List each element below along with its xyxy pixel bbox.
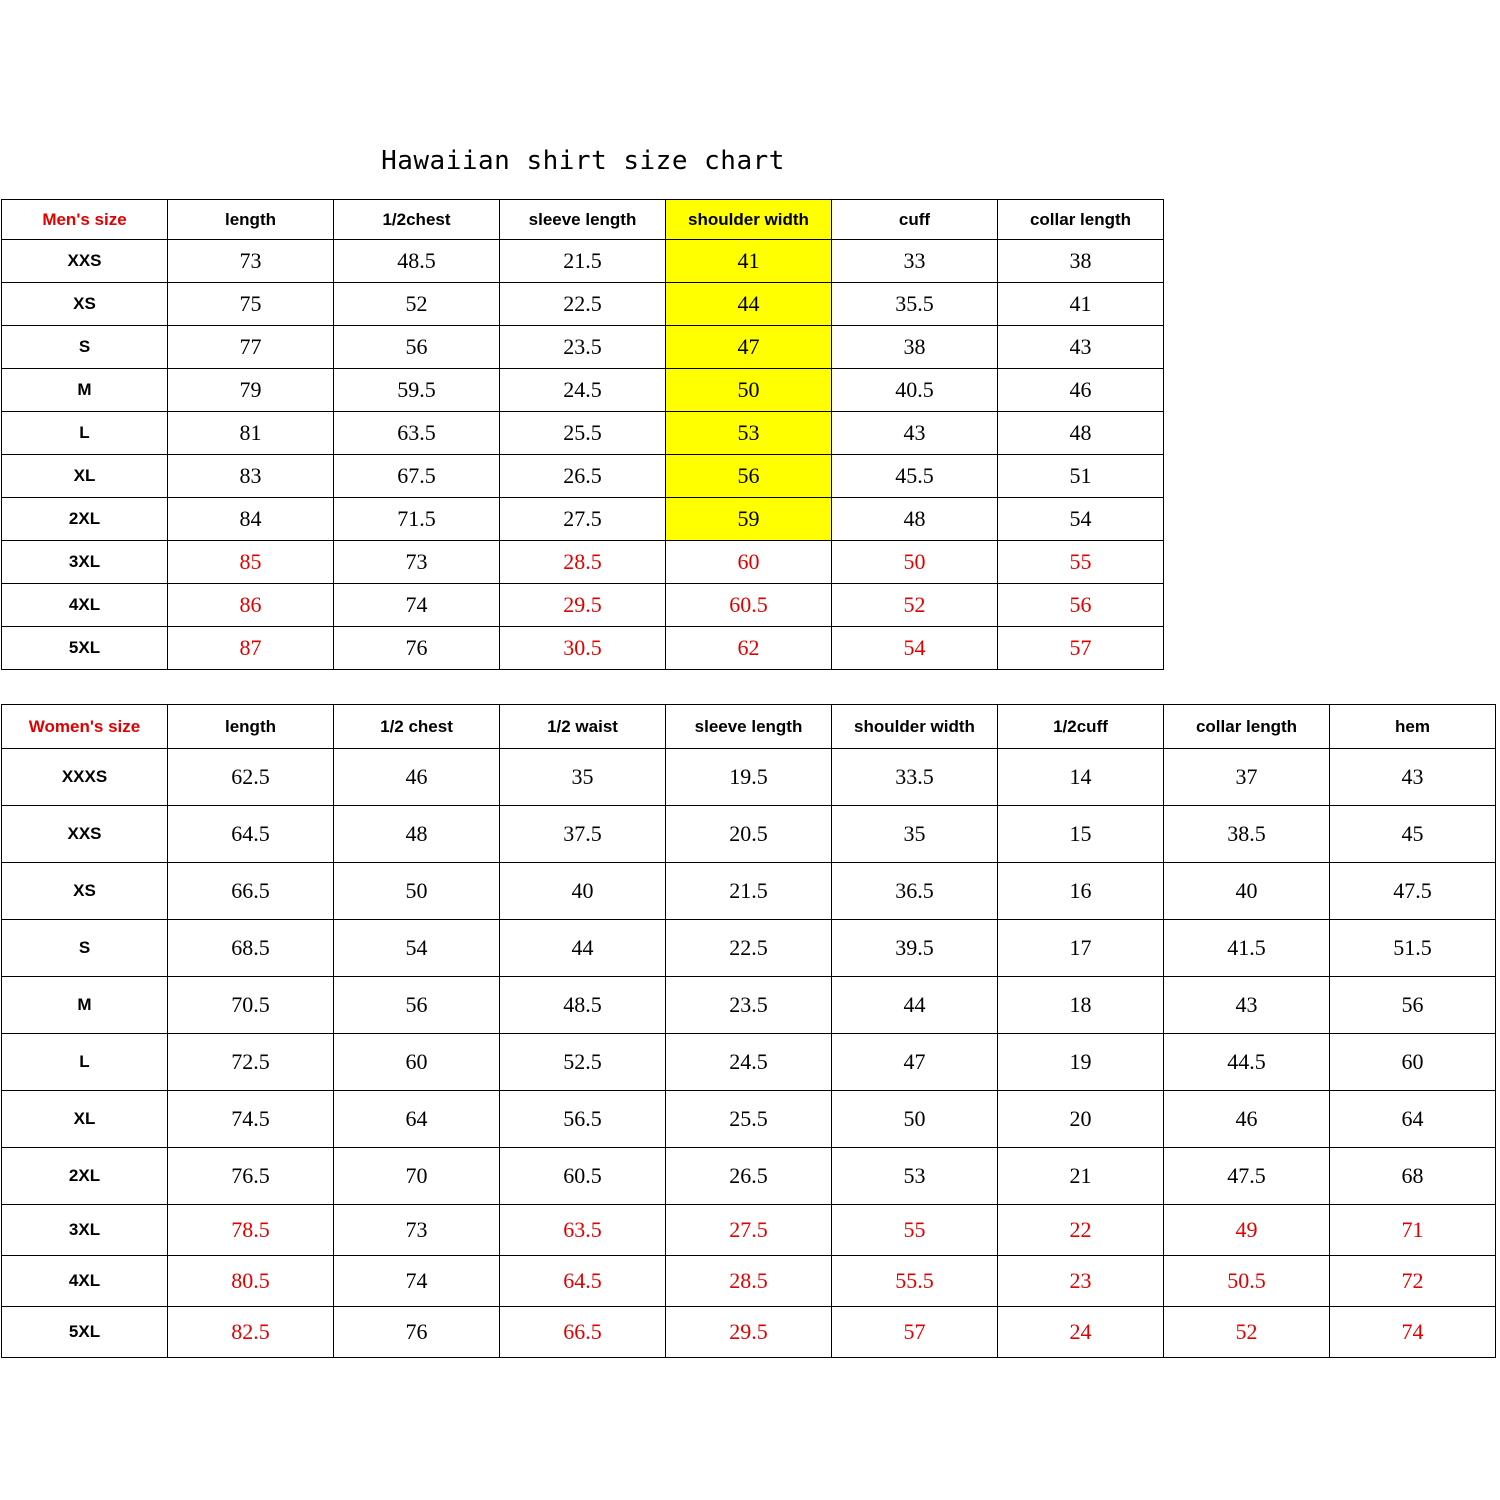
table-row — [2, 412, 1164, 455]
table-cell: 22.5 — [666, 920, 832, 977]
table-cell: 80.5 — [168, 1256, 334, 1307]
table-row — [2, 749, 1496, 806]
table-cell: 64 — [1330, 1091, 1496, 1148]
table-cell: 60 — [666, 541, 832, 584]
table-cell: 51 — [998, 455, 1164, 498]
table-cell: 46 — [334, 749, 500, 806]
table-row — [2, 627, 1164, 670]
table-cell: 71.5 — [334, 498, 500, 541]
table-cell: 44.5 — [1164, 1034, 1330, 1091]
table-cell: 75 — [168, 283, 334, 326]
table-row — [2, 1034, 1496, 1091]
column-header: 1/2chest — [334, 200, 500, 240]
column-header: hem — [1330, 705, 1496, 749]
size-label-cell: M — [2, 369, 168, 412]
size-label-cell: 3XL — [2, 541, 168, 584]
size-label-cell: L — [2, 1034, 168, 1091]
table-cell: 49 — [1164, 1205, 1330, 1256]
table-cell: 25.5 — [666, 1091, 832, 1148]
table-cell: 47 — [832, 1034, 998, 1091]
table-cell: 72.5 — [168, 1034, 334, 1091]
table-cell: 43 — [1330, 749, 1496, 806]
table-cell: 27.5 — [500, 498, 666, 541]
table-row — [2, 369, 1164, 412]
table-row — [2, 541, 1164, 584]
column-header: collar length — [1164, 705, 1330, 749]
table-cell: 35 — [500, 749, 666, 806]
table-cell: 67.5 — [334, 455, 500, 498]
table-cell: 41 — [998, 283, 1164, 326]
table-cell: 24.5 — [666, 1034, 832, 1091]
table-cell: 81 — [168, 412, 334, 455]
size-label-cell: XXXS — [2, 749, 168, 806]
column-header: sleeve length — [666, 705, 832, 749]
table-cell: 29.5 — [500, 584, 666, 627]
table-cell: 23.5 — [500, 326, 666, 369]
table-row — [2, 584, 1164, 627]
column-header: cuff — [832, 200, 998, 240]
table-cell: 30.5 — [500, 627, 666, 670]
table-cell: 50 — [832, 1091, 998, 1148]
table-cell: 15 — [998, 806, 1164, 863]
table-cell: 68.5 — [168, 920, 334, 977]
table-row — [2, 240, 1164, 283]
table-cell: 43 — [1164, 977, 1330, 1034]
table-cell: 55 — [832, 1205, 998, 1256]
size-label-cell: 2XL — [2, 498, 168, 541]
table-cell: 52 — [1164, 1307, 1330, 1358]
table-row — [2, 455, 1164, 498]
size-label-cell: XL — [2, 455, 168, 498]
table-cell: 74 — [334, 584, 500, 627]
mens-size-table-body — [2, 200, 1164, 670]
size-label-cell: S — [2, 326, 168, 369]
size-label-cell: S — [2, 920, 168, 977]
table-cell: 40 — [1164, 863, 1330, 920]
table-cell: 78.5 — [168, 1205, 334, 1256]
table-cell: 47.5 — [1330, 863, 1496, 920]
table-cell: 59.5 — [334, 369, 500, 412]
table-cell: 52 — [334, 283, 500, 326]
table-cell: 70.5 — [168, 977, 334, 1034]
column-header: 1/2cuff — [998, 705, 1164, 749]
table-cell: 23 — [998, 1256, 1164, 1307]
table-cell: 22.5 — [500, 283, 666, 326]
page-title: Hawaiian shirt size chart — [381, 146, 785, 176]
table-cell: 48.5 — [334, 240, 500, 283]
table-cell: 38 — [998, 240, 1164, 283]
size-label-cell: XXS — [2, 806, 168, 863]
table-cell: 64 — [334, 1091, 500, 1148]
table-cell: 46 — [1164, 1091, 1330, 1148]
size-label-cell: XL — [2, 1091, 168, 1148]
table-cell: 54 — [998, 498, 1164, 541]
column-header: shoulder width — [666, 200, 832, 240]
womens-size-table — [1, 704, 1496, 1358]
table-row — [2, 283, 1164, 326]
table-cell: 54 — [334, 920, 500, 977]
table-row — [2, 863, 1496, 920]
size-label-cell: 5XL — [2, 627, 168, 670]
table-cell: 28.5 — [500, 541, 666, 584]
table-cell: 76.5 — [168, 1148, 334, 1205]
size-column-header: Women's size — [2, 705, 168, 749]
column-header: 1/2 waist — [500, 705, 666, 749]
size-label-cell: M — [2, 977, 168, 1034]
table-cell: 35.5 — [832, 283, 998, 326]
table-cell: 53 — [832, 1148, 998, 1205]
table-cell: 44 — [666, 283, 832, 326]
table-cell: 63.5 — [500, 1205, 666, 1256]
table-cell: 44 — [500, 920, 666, 977]
table-cell: 24.5 — [500, 369, 666, 412]
table-cell: 45.5 — [832, 455, 998, 498]
table-cell: 21.5 — [500, 240, 666, 283]
table-cell: 37 — [1164, 749, 1330, 806]
table-row — [2, 1307, 1496, 1358]
table-cell: 60 — [1330, 1034, 1496, 1091]
table-cell: 16 — [998, 863, 1164, 920]
table-cell: 19 — [998, 1034, 1164, 1091]
table-cell: 68 — [1330, 1148, 1496, 1205]
column-header: shoulder width — [832, 705, 998, 749]
table-cell: 72 — [1330, 1256, 1496, 1307]
table-cell: 48 — [832, 498, 998, 541]
table-cell: 57 — [832, 1307, 998, 1358]
size-label-cell: 3XL — [2, 1205, 168, 1256]
table-cell: 53 — [666, 412, 832, 455]
table-cell: 87 — [168, 627, 334, 670]
table-cell: 47.5 — [1164, 1148, 1330, 1205]
table-cell: 73 — [168, 240, 334, 283]
table-cell: 52 — [832, 584, 998, 627]
table-row — [2, 806, 1496, 863]
table-row — [2, 498, 1164, 541]
table-cell: 45 — [1330, 806, 1496, 863]
table-cell: 17 — [998, 920, 1164, 977]
table-cell: 83 — [168, 455, 334, 498]
table-cell: 85 — [168, 541, 334, 584]
table-cell: 43 — [998, 326, 1164, 369]
table-cell: 40.5 — [832, 369, 998, 412]
table-cell: 20 — [998, 1091, 1164, 1148]
table-cell: 39.5 — [832, 920, 998, 977]
table-cell: 50.5 — [1164, 1256, 1330, 1307]
table-cell: 74 — [334, 1256, 500, 1307]
table-cell: 48.5 — [500, 977, 666, 1034]
table-cell: 64.5 — [500, 1256, 666, 1307]
table-cell: 50 — [334, 863, 500, 920]
table-cell: 59 — [666, 498, 832, 541]
table-row — [2, 326, 1164, 369]
table-cell: 36.5 — [832, 863, 998, 920]
table-cell: 64.5 — [168, 806, 334, 863]
table-cell: 23.5 — [666, 977, 832, 1034]
table-cell: 25.5 — [500, 412, 666, 455]
table-cell: 38.5 — [1164, 806, 1330, 863]
table-cell: 79 — [168, 369, 334, 412]
column-header: length — [168, 200, 334, 240]
table-cell: 55.5 — [832, 1256, 998, 1307]
table-cell: 82.5 — [168, 1307, 334, 1358]
table-cell: 26.5 — [500, 455, 666, 498]
table-cell: 44 — [832, 977, 998, 1034]
table-cell: 50 — [666, 369, 832, 412]
size-label-cell: 4XL — [2, 584, 168, 627]
table-cell: 56 — [998, 584, 1164, 627]
table-cell: 70 — [334, 1148, 500, 1205]
table-cell: 38 — [832, 326, 998, 369]
table-cell: 29.5 — [666, 1307, 832, 1358]
table-cell: 48 — [334, 806, 500, 863]
size-label-cell: 2XL — [2, 1148, 168, 1205]
table-cell: 74 — [1330, 1307, 1496, 1358]
table-cell: 71 — [1330, 1205, 1496, 1256]
table-cell: 14 — [998, 749, 1164, 806]
table-cell: 41 — [666, 240, 832, 283]
size-column-header: Men's size — [2, 200, 168, 240]
table-cell: 18 — [998, 977, 1164, 1034]
table-cell: 47 — [666, 326, 832, 369]
mens-size-table — [1, 199, 1164, 670]
table-cell: 24 — [998, 1307, 1164, 1358]
table-cell: 33 — [832, 240, 998, 283]
table-cell: 19.5 — [666, 749, 832, 806]
table-header-row — [2, 200, 1164, 240]
table-cell: 50 — [832, 541, 998, 584]
table-cell: 54 — [832, 627, 998, 670]
table-cell: 60.5 — [500, 1148, 666, 1205]
size-label-cell: 4XL — [2, 1256, 168, 1307]
size-label-cell: 5XL — [2, 1307, 168, 1358]
size-label-cell: XS — [2, 863, 168, 920]
table-cell: 62 — [666, 627, 832, 670]
table-cell: 84 — [168, 498, 334, 541]
table-cell: 76 — [334, 627, 500, 670]
table-cell: 56 — [666, 455, 832, 498]
table-cell: 57 — [998, 627, 1164, 670]
table-cell: 51.5 — [1330, 920, 1496, 977]
table-row — [2, 920, 1496, 977]
table-cell: 40 — [500, 863, 666, 920]
table-cell: 22 — [998, 1205, 1164, 1256]
table-cell: 52.5 — [500, 1034, 666, 1091]
table-cell: 20.5 — [666, 806, 832, 863]
table-row — [2, 1205, 1496, 1256]
table-cell: 46 — [998, 369, 1164, 412]
table-cell: 27.5 — [666, 1205, 832, 1256]
table-row — [2, 1148, 1496, 1205]
table-cell: 62.5 — [168, 749, 334, 806]
table-cell: 77 — [168, 326, 334, 369]
table-cell: 41.5 — [1164, 920, 1330, 977]
table-cell: 56 — [334, 977, 500, 1034]
table-cell: 55 — [998, 541, 1164, 584]
size-label-cell: XXS — [2, 240, 168, 283]
size-label-cell: L — [2, 412, 168, 455]
table-cell: 76 — [334, 1307, 500, 1358]
table-cell: 60 — [334, 1034, 500, 1091]
table-cell: 56.5 — [500, 1091, 666, 1148]
table-cell: 21.5 — [666, 863, 832, 920]
table-cell: 48 — [998, 412, 1164, 455]
table-cell: 28.5 — [666, 1256, 832, 1307]
table-cell: 21 — [998, 1148, 1164, 1205]
table-row — [2, 1256, 1496, 1307]
table-cell: 63.5 — [334, 412, 500, 455]
table-cell: 86 — [168, 584, 334, 627]
table-cell: 56 — [334, 326, 500, 369]
table-cell: 37.5 — [500, 806, 666, 863]
column-header: 1/2 chest — [334, 705, 500, 749]
table-header-row — [2, 705, 1496, 749]
table-cell: 33.5 — [832, 749, 998, 806]
table-cell: 66.5 — [500, 1307, 666, 1358]
table-cell: 74.5 — [168, 1091, 334, 1148]
size-label-cell: XS — [2, 283, 168, 326]
column-header: collar length — [998, 200, 1164, 240]
column-header: sleeve length — [500, 200, 666, 240]
womens-size-table-body — [2, 705, 1496, 1358]
table-cell: 56 — [1330, 977, 1496, 1034]
table-row — [2, 1091, 1496, 1148]
column-header: length — [168, 705, 334, 749]
table-cell: 35 — [832, 806, 998, 863]
table-cell: 73 — [334, 541, 500, 584]
table-cell: 26.5 — [666, 1148, 832, 1205]
table-cell: 60.5 — [666, 584, 832, 627]
table-row — [2, 977, 1496, 1034]
table-cell: 43 — [832, 412, 998, 455]
table-cell: 66.5 — [168, 863, 334, 920]
table-cell: 73 — [334, 1205, 500, 1256]
